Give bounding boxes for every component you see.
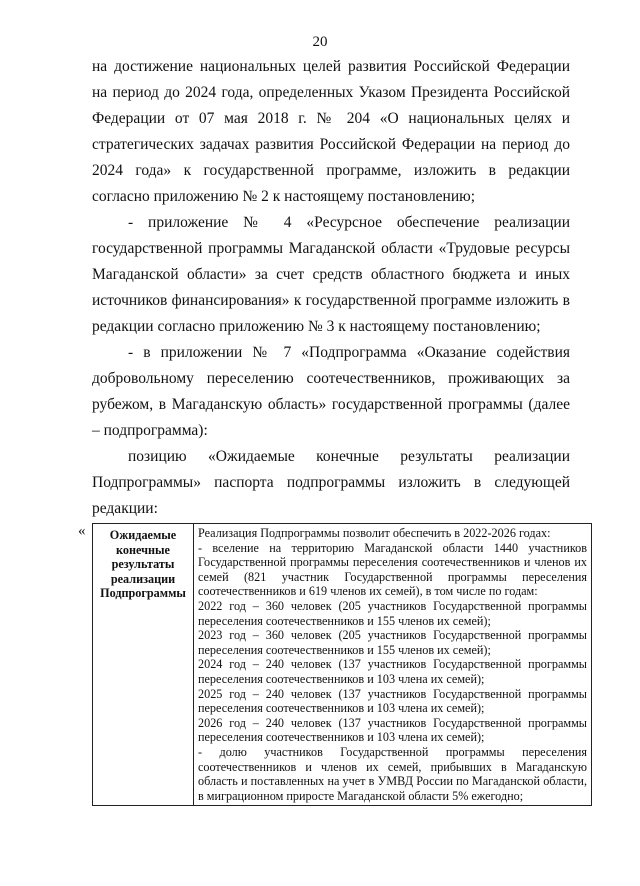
results-line-2025: 2025 год – 240 человек (137 участников Государственной программы переселения соотечественников и 103 члена их семей); (198, 686, 587, 716)
opening-quote-mark: « (78, 523, 86, 539)
document-body (92, 54, 570, 522)
table-row (93, 524, 592, 806)
paragraph-4: позицию «Ожидаемые конечные результаты реализации Подпрограммы» паспорта подпрограммы изложить в следующей редакции: (92, 448, 570, 517)
results-line-2024: 2024 год – 240 человек (137 участников Государственной программы переселения соотечественников и 103 члена их семей); (198, 657, 587, 686)
paragraph-3: - в приложении № 7 «Подпрограмма «Оказание содействия добровольному переселению соотечественников, проживающих за рубежом, в Магаданскую область» государственной программы (далее – подпрограмма): (92, 344, 570, 439)
paragraph-1: на достижение национальных целей развития Российской Федерации на период до 2024 года, определенных Указом Президента Российской Федерации от 07 мая 2018 г. № 204 «О национальных целях и стратегических задачах развития Российской Федерации на период до 2024 года» к государственной программе, изложить в редакции согласно приложению № 2 к настоящему постановлению; (92, 58, 570, 205)
page-number: 20 (312, 34, 328, 50)
results-line-2022: 2022 год – 360 человек (205 участников Государственной программы переселения соотечественников и 155 членов их семей); (198, 598, 587, 628)
results-line-share: - долю участников Государственной программы переселения соотечественников и членов их семей, прибывших в Магаданскую область и поставленных на учет в УМВД России по Магаданской области, в миграционном приросте Магаданской области 5% ежегодно; (198, 744, 587, 803)
passport-row-content (194, 524, 592, 806)
results-line-total: - вселение на территорию Магаданской области 1440 участников Государственной программы переселения соотечественников и членов их семей (821 участник Государственной программы переселения соотечественников и 619 членов их семей), в том числе по годам: (198, 540, 587, 599)
passport-table (92, 523, 592, 806)
results-line-intro: Реализация Подпрограммы позволит обеспечить в 2022-2026 годах: (198, 526, 551, 540)
paragraph-2: - приложение № 4 «Ресурсное обеспечение реализации государственной программы Магаданской области «Трудовые ресурсы Магаданской области» за счет средств областного бюджета и иных источников финансирования» к государственной программе изложить в редакции согласно приложению № 3 к настоящему постановлению; (92, 214, 570, 335)
results-line-2023: 2023 год – 360 человек (205 участников Государственной программы переселения соотечественников и 155 членов их семей); (198, 628, 587, 657)
passport-row-label: Ожидаемые конечные результаты реализации Подпрограммы (93, 524, 194, 806)
results-line-2026: 2026 год – 240 человек (137 участников Государственной программы переселения соотечественников и 103 члена их семей); (198, 715, 587, 745)
